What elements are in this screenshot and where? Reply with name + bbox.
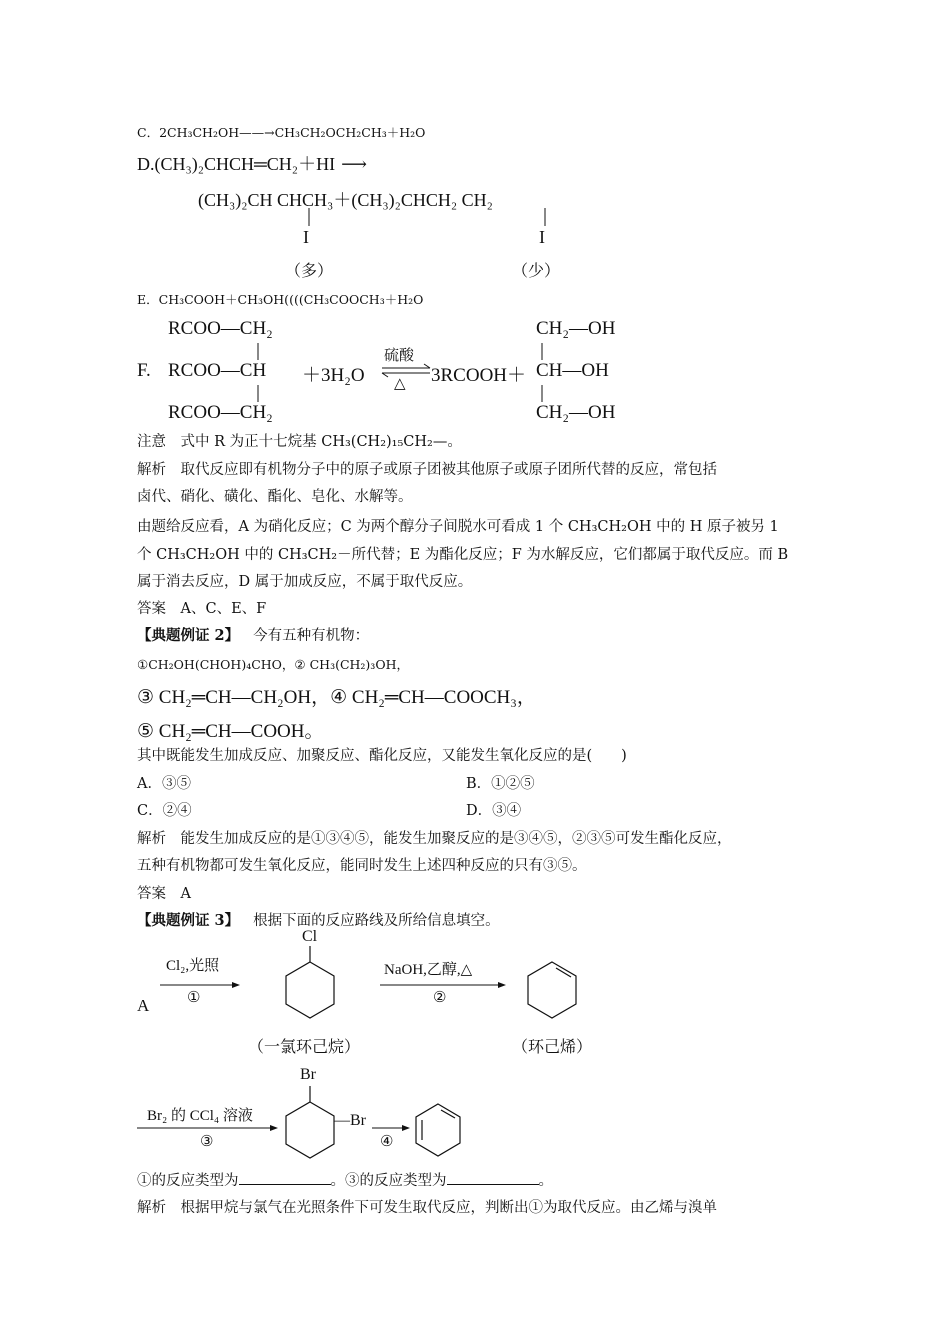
example-3-text: 根据下面的反应路线及所给信息填空。 [253, 913, 500, 929]
example-2-header [137, 626, 369, 646]
answer-2: 答案 A [137, 886, 191, 902]
reaction-e: E．CH₃COOH＋CH₃OH((((CH₃COOCH₃＋H₂O [137, 292, 424, 307]
glycerol-row-1: CH₂—OH [536, 318, 616, 339]
iodine-label-1: I [303, 227, 309, 247]
cyclohexene-ring [528, 962, 576, 1018]
example-2-compounds-3-4: ③ CH₂═CH—CH₂OH，④ CH₂═CH—COOCH₃， [137, 687, 536, 708]
chlorine-label: Cl [302, 928, 318, 945]
reaction-arrow: ⟶ [341, 154, 367, 174]
option-a: A．③⑤ [137, 776, 191, 792]
glyceride-row-1: RCOO—CH₂ [168, 318, 273, 339]
analysis-1-line-2: 卤代、硝化、磺化、酯化、皂化、水解等。 [137, 489, 413, 505]
step-2-reagent: NaOH,乙醇,△ [384, 962, 473, 978]
reaction-d-products: (CH₃)₂CH CHCH₃＋(CH₃)₂CHCH₂ CH₂ [198, 190, 493, 210]
note-line: 注意 式中 R 为正十七烷基 CH₃(CH₂)₁₅CH₂—。 [137, 434, 462, 450]
glyceride-row-2: RCOO—CH [168, 360, 267, 381]
fatty-acid-product: 3RCOOH＋ [431, 365, 527, 386]
step-1-reagent: Cl₂,光照 [166, 958, 220, 974]
fill-label-2: 。③的反应类型为 [330, 1173, 447, 1189]
option-c: C．②④ [137, 803, 192, 819]
chlorocyclohexane-ring [286, 962, 334, 1018]
bromine-label-1: Br [300, 1066, 316, 1083]
fill-in-line [137, 1170, 553, 1191]
step-3-reagent: Br₂ 的 CCl₄ 溶液 [147, 1108, 253, 1124]
analysis-2-line-2: 五种有机物都可发生氧化反应，能同时发生上述四种反应的只有③⑤。 [137, 858, 587, 874]
option-b: B．①②⑤ [466, 776, 535, 792]
analysis-1-line-3: 由题给反应看，A 为硝化反应；C 为两个醇分子间脱水可看成 1 个 CH₃CH₂OH 中的 H 原子被另 1 [137, 519, 779, 535]
analysis-3-line-1: 解析 根据甲烷与氯气在光照条件下可发生取代反应，判断出①为取代反应。由乙烯与溴单 [137, 1200, 717, 1216]
example-2-tag: 【典题例证 2】 [137, 627, 240, 644]
example-2-question: 其中既能发生加成反应、加聚反应、酯化反应，又能发生氧化反应的是( ) [137, 748, 627, 764]
answer-1: 答案 A、C、E、F [137, 601, 267, 617]
heat-symbol: △ [394, 376, 406, 392]
major-product-label: （多） [285, 263, 334, 280]
glycerol-row-2: CH—OH [536, 360, 609, 381]
catalyst-label: 硫酸 [384, 348, 415, 364]
analysis-1-line-1: 解析 取代反应即有机物分子中的原子或原子团被其他原子或原子团所代替的反应，常包括 [137, 462, 717, 478]
example-2-text: 今有五种有机物： [253, 628, 370, 644]
answer-blank-2[interactable] [447, 1170, 539, 1185]
iodine-label-2: I [539, 227, 545, 247]
fill-label-1: ①的反应类型为 [137, 1173, 239, 1189]
example-2-compounds: ①CH₂OH(CHOH)₄CHO，② CH₃(CH₂)₃OH， [137, 657, 409, 672]
fill-label-3: 。 [538, 1173, 553, 1189]
example-3-tag: 【典题例证 3】 [137, 912, 240, 929]
chlorocyclohexane-name: （一氯环己烷） [248, 1039, 361, 1056]
double-bond [441, 1110, 455, 1118]
analysis-2-line-1: 解析 能发生加成反应的是①③④⑤，能发生加聚反应的是③④⑤，②③⑤可发生酯化反应， [137, 831, 732, 847]
compound-a: A [137, 996, 150, 1015]
reaction-c: C．2CH₃CH₂OH——→CH₃CH₂OCH₂CH₃＋H₂O [137, 125, 426, 140]
option-d: D．③④ [466, 803, 522, 819]
analysis-1-line-5: 属于消去反应，D 属于加成反应，不属于取代反应。 [137, 574, 473, 590]
analysis-1-line-4: 个 CH₃CH₂OH 中的 CH₃CH₂－所代替；E 为酯化反应；F 为水解反应，它们都属于取代反应。而 B [137, 547, 789, 563]
example-3-header [137, 911, 500, 931]
step-4-number: ④ [380, 1134, 394, 1150]
dibromocyclohexane-ring [286, 1102, 334, 1158]
glyceride-row-3: RCOO—CH₂ [168, 402, 273, 423]
bromine-label-2: —Br [334, 1112, 366, 1129]
answer-blank-1[interactable] [239, 1170, 331, 1185]
water-reactant: ＋3H₂O [302, 365, 365, 386]
cyclohexene-name: （环己烯） [512, 1039, 593, 1056]
glycerol-row-3: CH₂—OH [536, 402, 616, 423]
minor-product-label: （少） [512, 263, 561, 280]
reaction-f-label: F. [137, 360, 151, 381]
step-3-number: ③ [200, 1134, 214, 1150]
step-1-number: ① [187, 990, 201, 1006]
reaction-d-text: D.(CH₃)₂CHCH═CH₂＋HI [137, 154, 336, 174]
example-2-compound-5: ⑤ CH₂═CH—COOH。 [137, 721, 324, 742]
step-2-number: ② [433, 990, 447, 1006]
